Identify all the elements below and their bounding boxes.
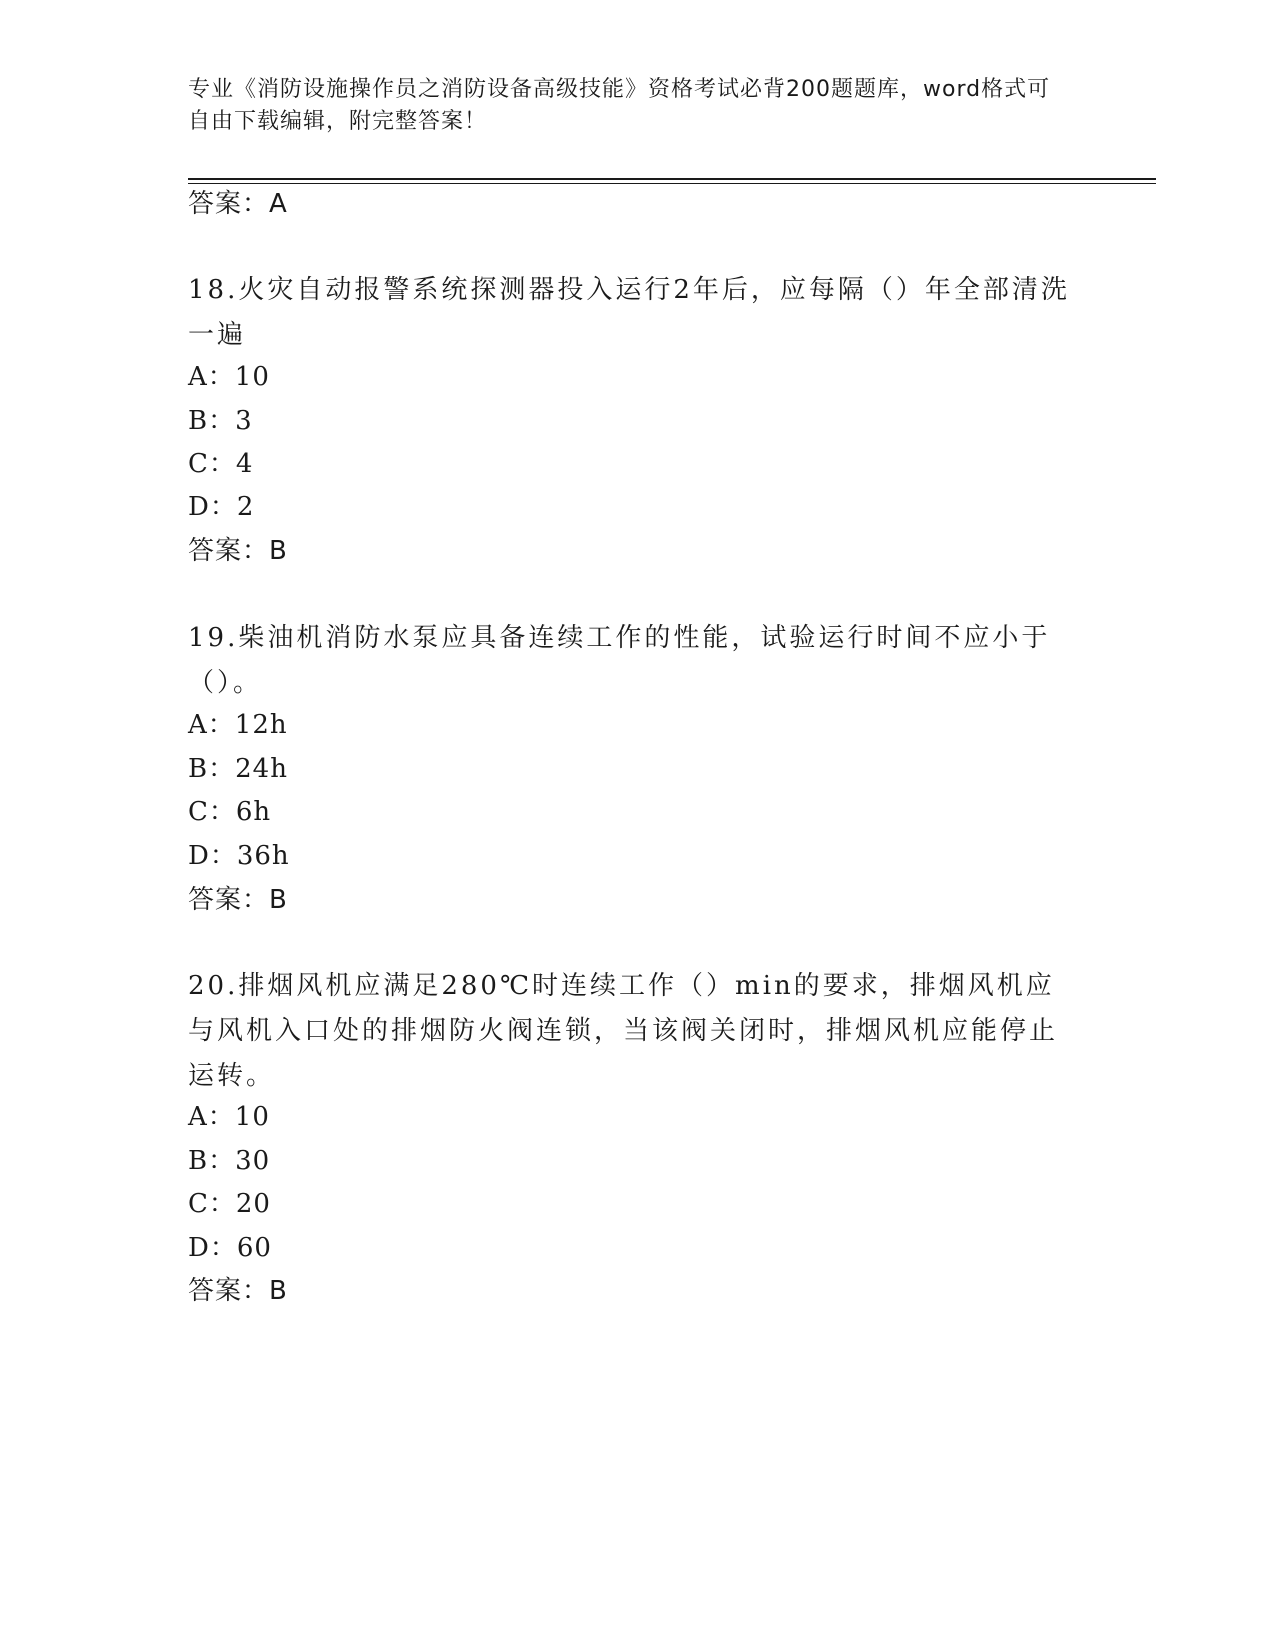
- option-d: D：2: [188, 492, 255, 522]
- option-b: B：30: [188, 1146, 271, 1176]
- document-header: 专业《消防设施操作员之消防设备高级技能》资格考试必背200题题库，word格式可自由下载编辑，附完整答案！: [188, 77, 1051, 134]
- answer-line: 答案：B: [188, 536, 288, 566]
- header-divider: [188, 178, 1156, 180]
- option-a: A：10: [188, 362, 270, 392]
- option-c: C：6h: [188, 797, 272, 827]
- answer-line: 答案：B: [188, 1276, 288, 1306]
- option-a: A：10: [188, 1102, 270, 1132]
- question-text: 19.柴油机消防水泵应具备连续工作的性能，试验运行时间不应小于（）。: [188, 623, 1051, 698]
- answer-line: 答案：A: [188, 189, 288, 219]
- option-c: C：20: [188, 1189, 271, 1219]
- option-d: D：36h: [188, 841, 290, 871]
- option-b: B：3: [188, 406, 253, 436]
- question-text: 20.排烟风机应满足280℃时连续工作（）min的要求，排烟风机应与风机入口处的排烟防火阀连锁，当该阀关闭时，排烟风机应能停止运转。: [188, 971, 1059, 1091]
- header-divider-thin: [188, 183, 1156, 184]
- option-a: A：12h: [188, 710, 288, 740]
- option-d: D：60: [188, 1233, 272, 1263]
- question-text: 18.火灾自动报警系统探测器投入运行2年后，应每隔（）年全部清洗一遍: [188, 275, 1070, 350]
- option-c: C：4: [188, 449, 254, 479]
- option-b: B：24h: [188, 754, 288, 784]
- answer-line: 答案：B: [188, 885, 288, 915]
